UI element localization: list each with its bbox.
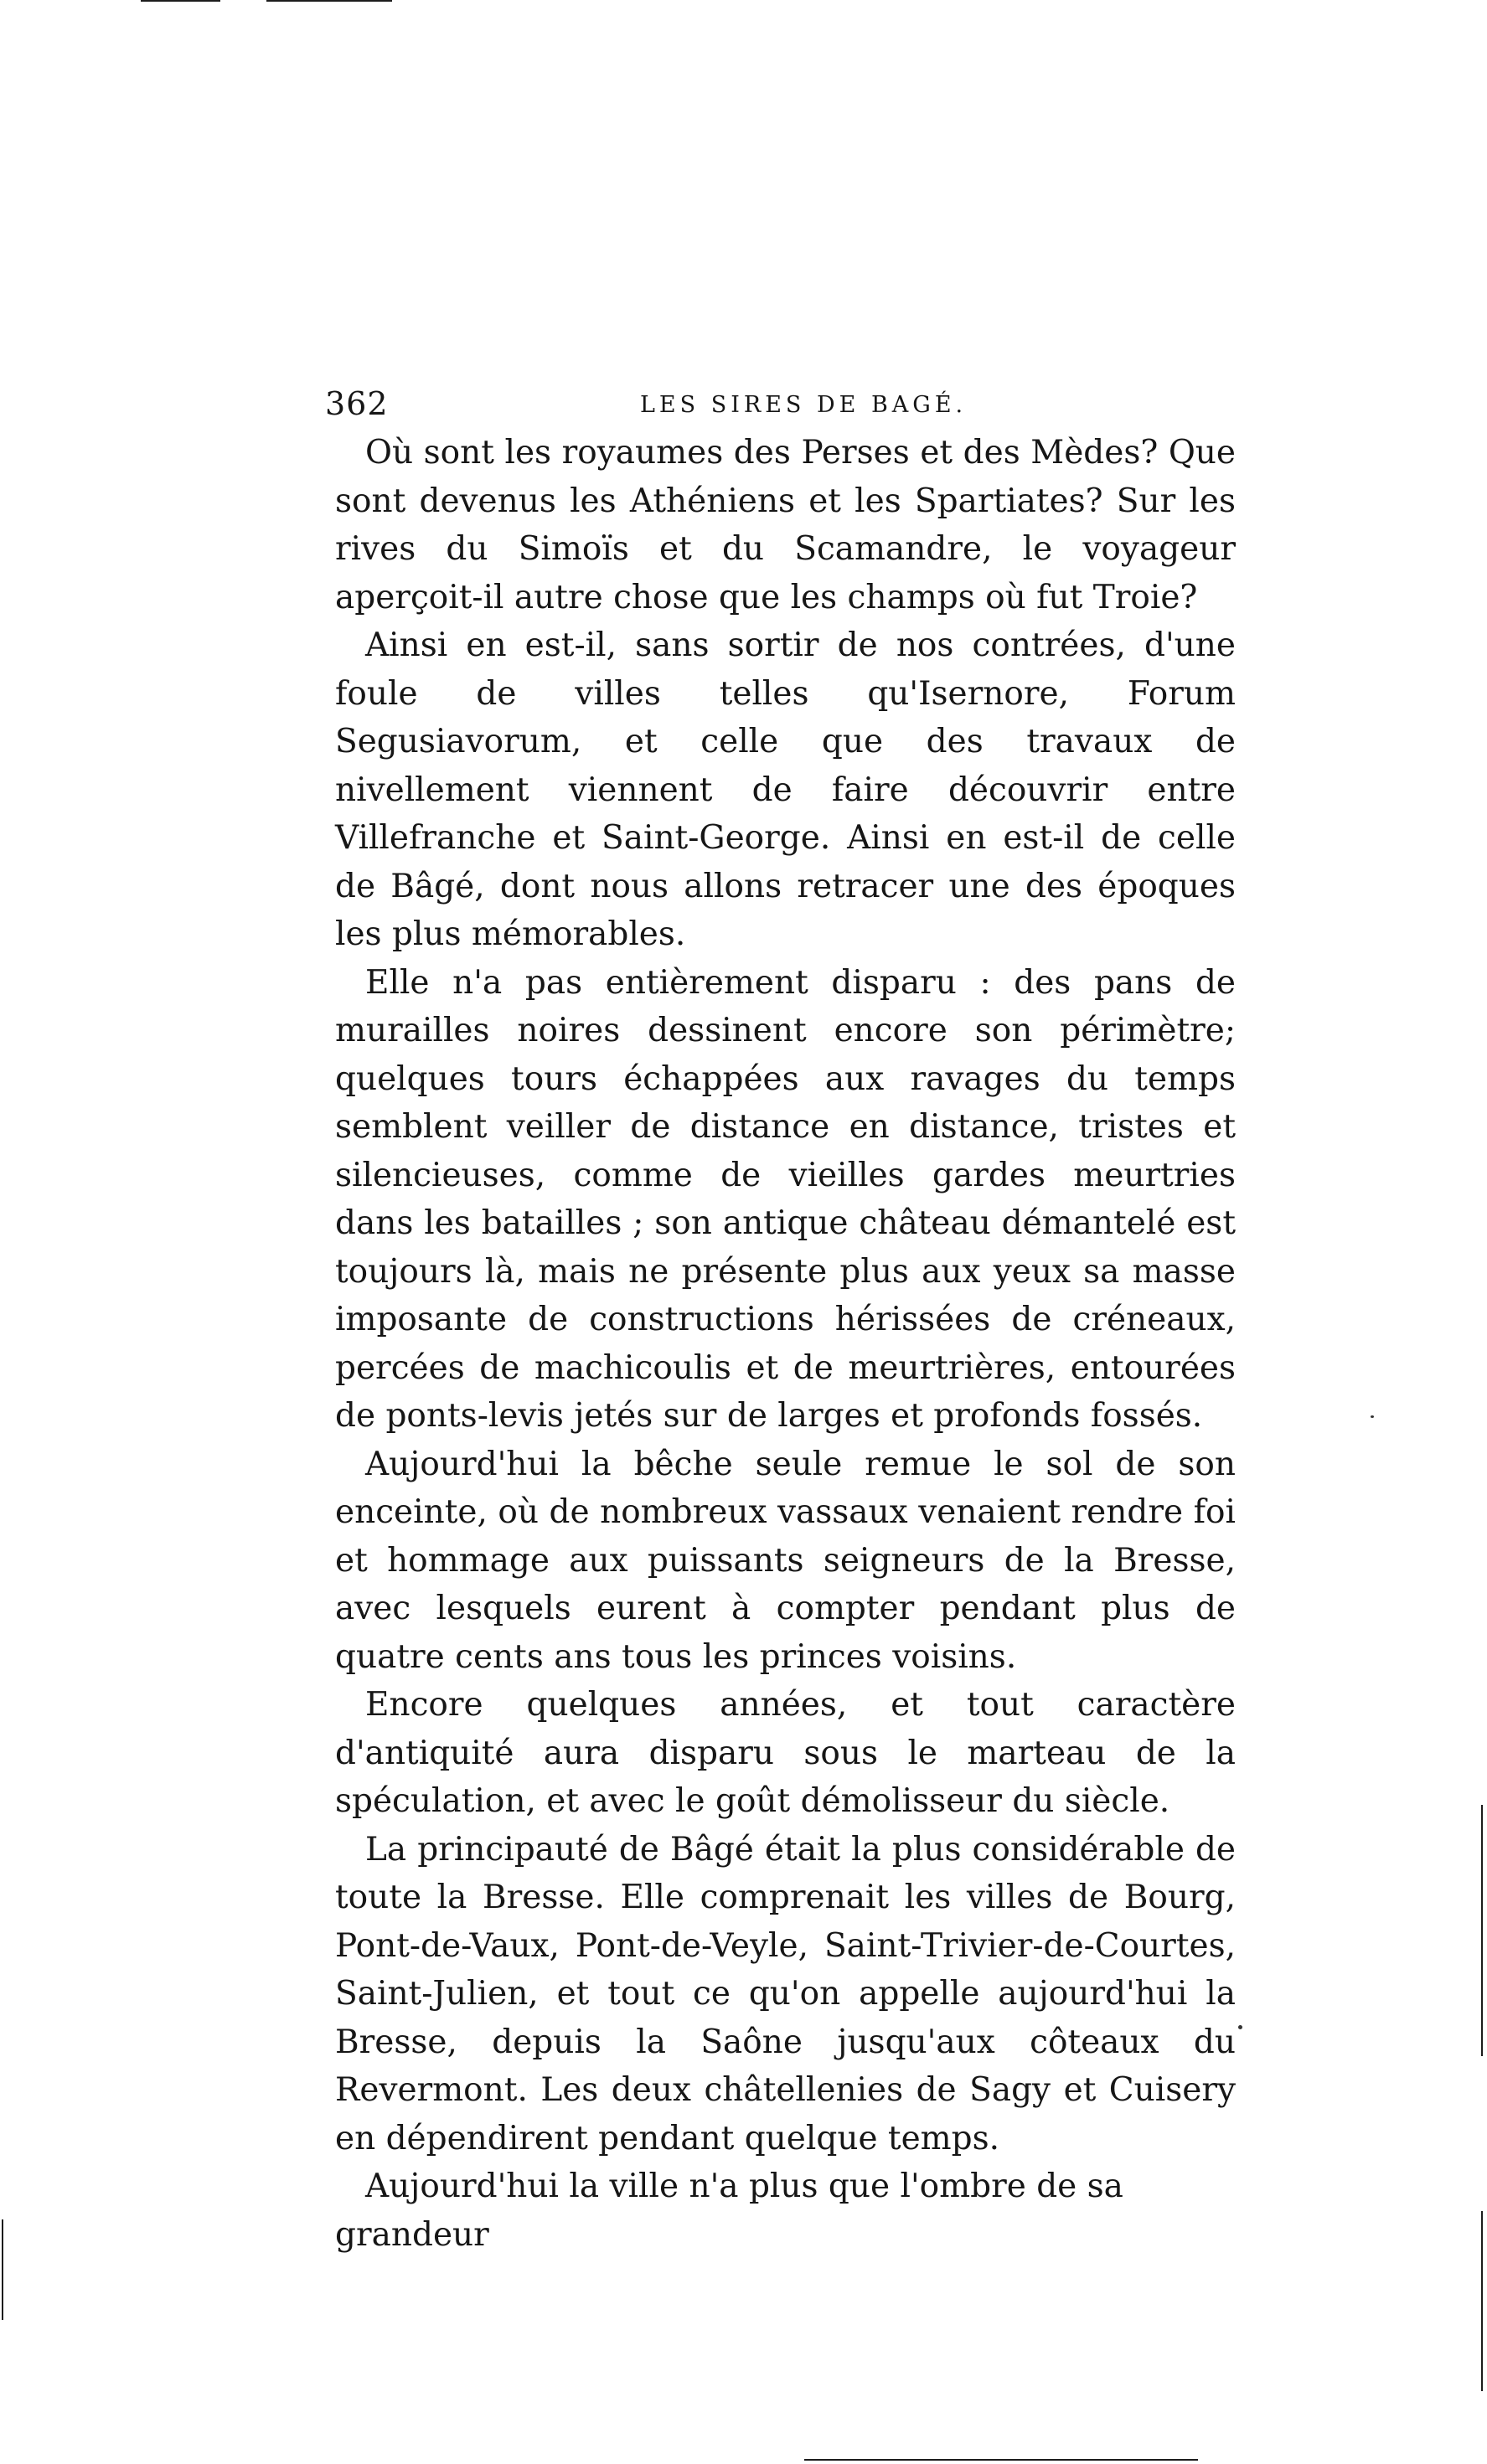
scan-speck — [1371, 1415, 1374, 1418]
scan-mark-top-left — [141, 0, 220, 2]
scan-speck — [1238, 2025, 1242, 2029]
paragraph: Elle n'a pas entièrement disparu : des pans de murailles noires dessinent encore son périmètre; quelques tours échappées aux ravages du temps semblent veiller de distance en distance, tristes et silencieuses, comme de vieilles gardes meurtries dans les batailles ; son antique château démantelé est toujours là, mais ne présente plus aux yeux sa masse imposante de constructions hérissées de créneaux, percées de machicoulis et de meurtrières, entourées de ponts-levis jetés sur de larges et profonds fossés. — [335, 963, 1236, 1435]
scan-mark-left-edge — [2, 2219, 3, 2320]
paragraph: Aujourd'hui la bêche seule remue le sol de son enceinte, où de nombreux vassaux venaient rendre foi et hommage aux puissants seigneurs de la Bresse, avec lesquels eurent à compter pendant plus de quatre cents ans tous les princes voisins. — [335, 1445, 1236, 1676]
scan-mark-right-edge — [1481, 1805, 1483, 2056]
running-title: LES SIRES DE BAGÉ. — [640, 392, 968, 418]
body-text — [335, 429, 1236, 2259]
scan-mark-bottom — [804, 2459, 1198, 2461]
page-number: 362 — [325, 385, 389, 422]
paragraph: Aujourd'hui la ville n'a plus que l'ombre de sa grandeur — [335, 2168, 1123, 2254]
paragraph: Ainsi en est-il, sans sortir de nos contrées, d'une foule de villes telles qu'Isernore, Forum Segusiavorum, et celle que des travaux de nivellement viennent de faire découvrir entre Villefranche et Saint-George. Ainsi en est-il de celle de Bâgé, dont nous allons retracer une des époques les plus mémorables. — [335, 626, 1236, 953]
scan-mark-top-mid — [266, 0, 392, 2]
paragraph: La principauté de Bâgé était la plus considérable de toute la Bresse. Elle comprenait les villes de Bourg, Pont-de-Vaux, Pont-de-Veyle, Saint-Trivier-de-Courtes, Saint-Julien, et tout ce qu'on appelle aujourd'hui la Bresse, depuis la Saône jusqu'aux côteaux du Revermont. Les deux châtellenies de Sagy et Cuisery en dépendirent pendant quelque temps. — [335, 1830, 1236, 2157]
page-header — [325, 379, 1234, 429]
paragraph: Où sont les royaumes des Perses et des Mèdes? Que sont devenus les Athéniens et les Spartiates? Sur les rives du Simoïs et du Scamandre, le voyageur aperçoit-il autre chose que les champs où fut Troie? — [335, 434, 1236, 616]
paragraph: Encore quelques années, et tout caractère d'antiquité aura disparu sous le marteau de la spéculation, et avec le goût démolisseur du siècle. — [335, 1686, 1236, 1820]
scan-mark-right-edge-lower — [1481, 2211, 1483, 2391]
